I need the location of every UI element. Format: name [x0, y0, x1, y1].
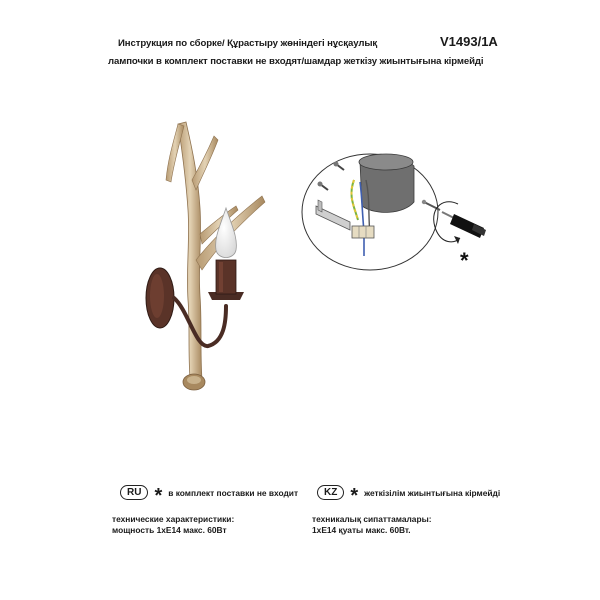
- terminal-block: [352, 226, 374, 238]
- ru-not-included-note: в комплект поставки не входит: [168, 487, 299, 498]
- model-number: V1493/1A: [440, 34, 498, 49]
- antler-tine: [192, 136, 218, 190]
- ru-language-badge: RU: [120, 485, 148, 500]
- ru-star-mark: *: [154, 484, 163, 507]
- title-line-1: Инструкция по сборке/ Құрастыру жөніндегі нұсқаулық: [118, 38, 378, 49]
- kz-spec-title: техникалық сипаттамалары:: [312, 514, 432, 524]
- wiring-diagram: [296, 140, 496, 280]
- ru-spec-title: технические характеристики:: [112, 514, 235, 524]
- kz-not-included-note: жеткізілім жиынтығына кірмейді: [364, 487, 501, 498]
- screwdriver-icon: [442, 212, 486, 238]
- kz-spec-value: 1xE14 қуаты макс. 60Вт.: [312, 525, 411, 535]
- title-line-2: лампочки в комплект поставки не входят/шамдар жеткізу жиынтығына кірмейді: [108, 56, 484, 67]
- kz-star-mark: *: [350, 484, 359, 507]
- antler-tine: [166, 124, 184, 182]
- not-included-star: *: [460, 248, 469, 273]
- ru-spec-value: мощность 1xE14 макс. 60Вт: [112, 525, 227, 535]
- kz-note-row: [317, 484, 501, 507]
- candle-bulb: [216, 208, 237, 258]
- ru-note-row: [120, 484, 299, 507]
- kz-language-badge: KZ: [317, 485, 344, 500]
- sconce-illustration: [130, 110, 290, 410]
